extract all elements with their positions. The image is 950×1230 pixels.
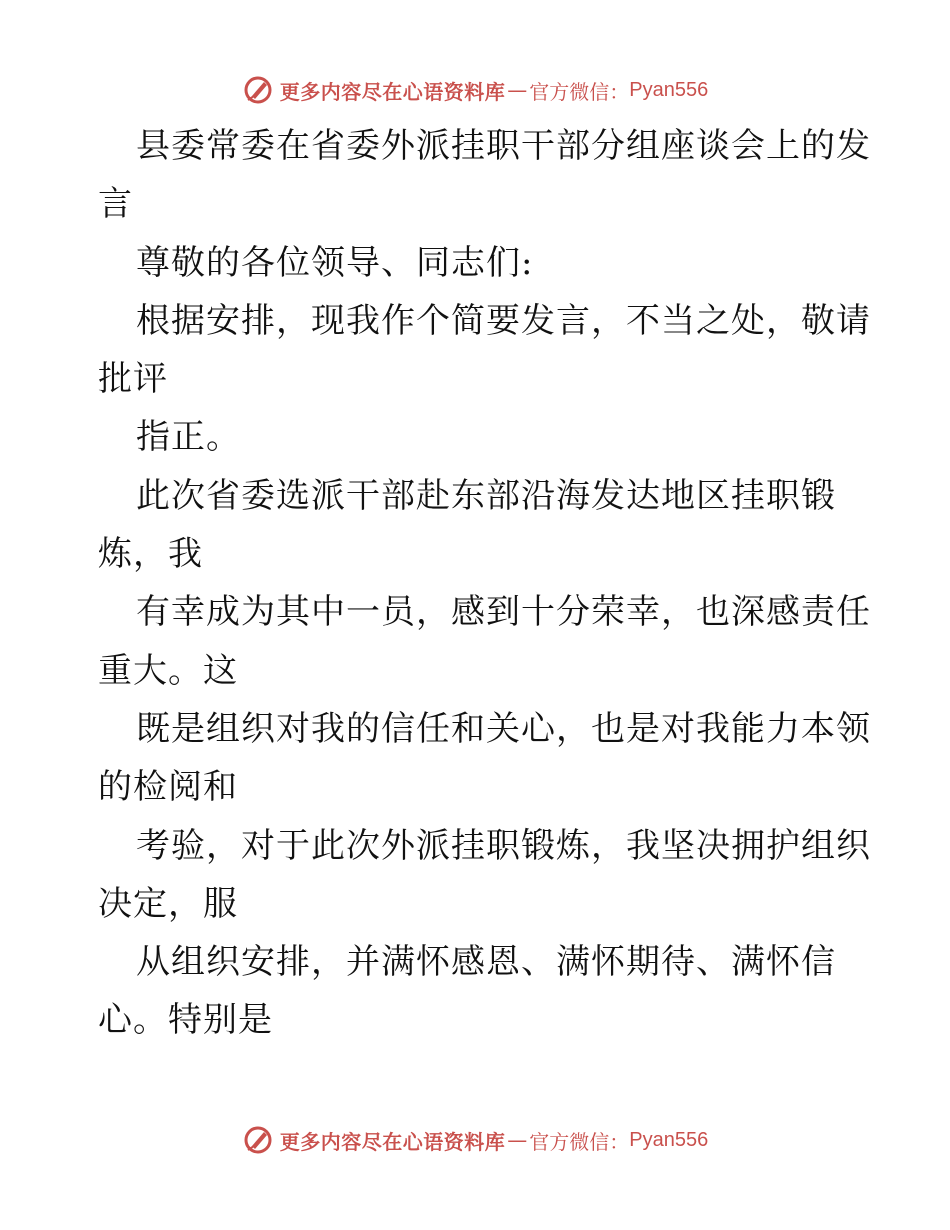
document-line: 指正。 (136, 417, 241, 458)
document-line: 此次省委选派干部赴东部沿海发达地区挂职锻 (136, 475, 836, 516)
document-line: 批评 (98, 359, 168, 400)
banner-wechat-id: Pyan556 (629, 1128, 709, 1151)
document-line: 炼，我 (98, 534, 203, 575)
footer-banner (0, 1120, 950, 1160)
document-line: 县委常委在省委外派挂职干部分组座谈会上的发 (136, 126, 871, 166)
document-line: 既是组织对我的信任和关心，也是对我能力本领 (136, 708, 871, 749)
document-line: 言 (98, 184, 133, 225)
document-line: 尊敬的各位领导、同志们: (136, 242, 534, 283)
document-body (98, 117, 871, 1050)
banner-wechat-label: 官方微信： (529, 79, 630, 104)
banner-wechat-id: Pyan556 (629, 78, 709, 101)
document-line: 决定，服 (98, 883, 238, 924)
banner-text: 更多内容尽在心语资料库 (279, 1129, 506, 1154)
document-line: 的检阅和 (98, 767, 238, 808)
document-line: 从组织安排，并满怀感恩、满怀期待、满怀信 (136, 942, 836, 983)
document-line: 根据安排，现我作个简要发言，不当之处，敬请 (136, 300, 871, 341)
header-banner (0, 70, 950, 110)
document-line: 有幸成为其中一员，感到十分荣幸，也深感责任 (136, 592, 871, 633)
banner-separator: — (507, 1128, 528, 1152)
document-line: 重大。这 (98, 650, 238, 691)
pen-circle-logo-icon (242, 74, 274, 106)
pen-circle-logo-icon (242, 1124, 274, 1156)
banner-text: 更多内容尽在心语资料库 (279, 79, 506, 104)
document-line: 心。特别是 (98, 1000, 273, 1041)
banner-separator: — (507, 78, 528, 102)
banner-wechat-label: 官方微信： (529, 1129, 630, 1154)
document-line: 考验，对于此次外派挂职锻炼，我坚决拥护组织 (136, 825, 871, 866)
